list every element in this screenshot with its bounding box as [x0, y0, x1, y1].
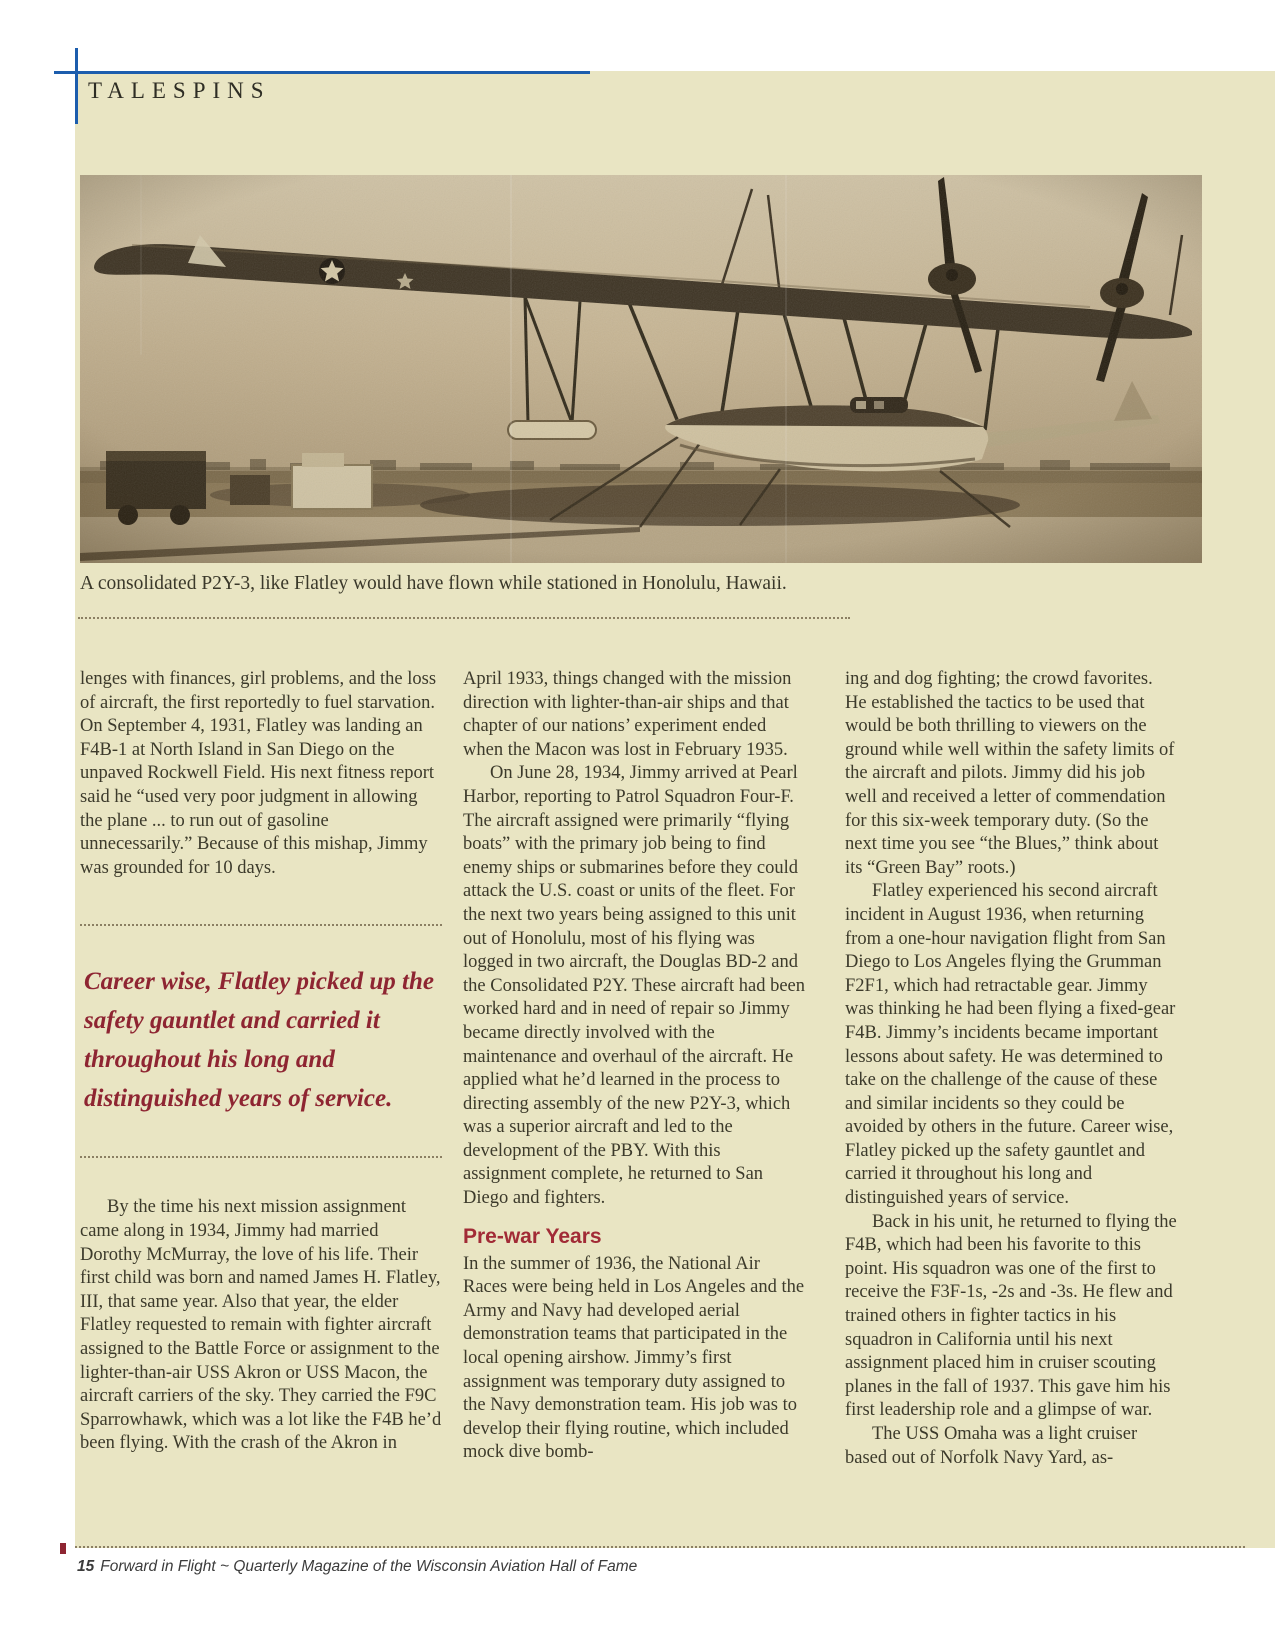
article-column-1 [80, 668, 442, 1456]
pull-quote-rule-bottom [80, 1156, 442, 1158]
body-paragraph: In the summer of 1936, the National Air Races were being held in Los Angeles and the Army and Navy had developed aerial demonstration teams that participated in the local opening airshow. Jimmy’s first assignment was temporary duty assigned to the Navy demonstration team. His job was to develop their flying routine, which included mock dive bomb- [463, 1253, 805, 1463]
masthead-title: TALESPINS [88, 78, 271, 103]
pull-quote: Career wise, Flatley picked up the safety gauntlet and carried it throughout his long and distinguished years of service. [84, 968, 434, 1113]
body-paragraph: The USS Omaha was a light cruiser based out of Norfolk Navy Yard, as- [845, 1424, 1138, 1468]
body-paragraph: On June 28, 1934, Jimmy arrived at Pearl Harbor, reporting to Patrol Squadron Four-F. The aircraft assigned were primarily “flying boats” with the primary job being to find enemy ships or submarines before they could attack the U.S. coast or units of the fleet. For the next two years being assigned to this unit out of Honolulu, most of his flying was logged in two aircraft, the Douglas BD-2 and the Consolidated P2Y. These aircraft had been worked hard and in need of repair so Jimmy became directly involved with the maintenance and overhaul of the aircraft. He applied what he’d learned in the process to directing assembly of the new P2Y-3, which was a superior aircraft and led to the development of the PBY. With this assignment complete, he returned to San Diego and fighters. [463, 763, 805, 1209]
p2y3-photo-illustration [80, 175, 1202, 563]
masthead-rule-vertical [75, 48, 78, 124]
footer-dotted-rule [75, 1546, 1245, 1548]
caption-dotted-rule [78, 617, 850, 619]
footer [77, 1558, 1177, 1576]
photo-caption: A consolidated P2Y-3, like Flatley would have flown while stationed in Honolulu, Hawaii. [80, 573, 787, 594]
body-paragraph: ing and dog fighting; the crowd favorites. He established the tactics to be used that would be both thrilling to viewers on the ground while well within the safety limits of the aircraft and pilots. Jimmy did his job well and received a letter of commendation for this six-week temporary duty. (So the next time you see “the Blues,” think about its “Green Bay” roots.) [845, 669, 1175, 878]
section-heading-pre-war-years: Pre-war Years [463, 1224, 602, 1248]
footer-page-number: 15 [77, 1558, 95, 1575]
body-paragraph: Back in his unit, he returned to flying the F4B, which had been his favorite to this point. His squadron was one of the first to receive the F3F-1s, -2s and -3s. He flew and trained others in fighter tactics in his squadron in California until his next assignment placed him in cruiser scouting planes in the fall of 1937. This gave him his first leadership role and a glimpse of war. [845, 1211, 1177, 1421]
body-paragraph: Flatley experienced his second aircraft incident in August 1936, when returning from a one-hour navigation flight from San Diego to Los Angeles flying the Grumman F2F1, which had retractable gear. Jimmy was thinking he had been flying a fixed-gear F4B. Jimmy’s incidents became important lessons about safety. He was determined to take on the challenge of the cause of these and similar incidents so they could be avoided by others in the future. Career wise, Flatley picked up the safety gauntlet and carried it throughout his long and distinguished years of service. [845, 881, 1176, 1209]
pull-quote-rule-top [80, 924, 442, 926]
masthead-rule-horizontal [54, 71, 590, 74]
footer-red-tick [60, 1543, 66, 1554]
body-paragraph: By the time his next mission assignment came along in 1934, Jimmy had married Dorothy McMurray, the love of his life. Their first child was born and named James H. Flatley, III, that same year. Also that year, the elder Flatley requested to remain with fighter aircraft assigned to the Battle Force or assignment to the lighter-than-air USS Akron or USS Macon, the aircraft carriers of the sky. They carried the F9C Sparrowhawk, which was a lot like the F4B he’d been flying. With the crash of the Akron in [80, 1197, 442, 1454]
article-column-2 [463, 668, 806, 1465]
article-photo [80, 175, 1202, 563]
body-paragraph: April 1933, things changed with the mission direction with lighter-than-air ships and that chapter of our nations’ experiment ended when the Macon was lost in February 1935. [463, 669, 792, 760]
body-paragraph: lenges with finances, girl problems, and the loss of aircraft, the first reportedly to fuel starvation. On September 4, 1931, Flatley was landing an F4B-1 at North Island in San Diego on the unpaved Rockwell Field. His next fitness report said he “used very poor judgment in allowing the plane ... to run out of gasoline unnecessarily.” Because of this mishap, Jimmy was grounded for 10 days. [80, 669, 437, 878]
article-column-3 [845, 668, 1178, 1470]
footer-magazine-title: Forward in Flight ~ Quarterly Magazine of the Wisconsin Aviation Hall of Fame [100, 1558, 638, 1575]
